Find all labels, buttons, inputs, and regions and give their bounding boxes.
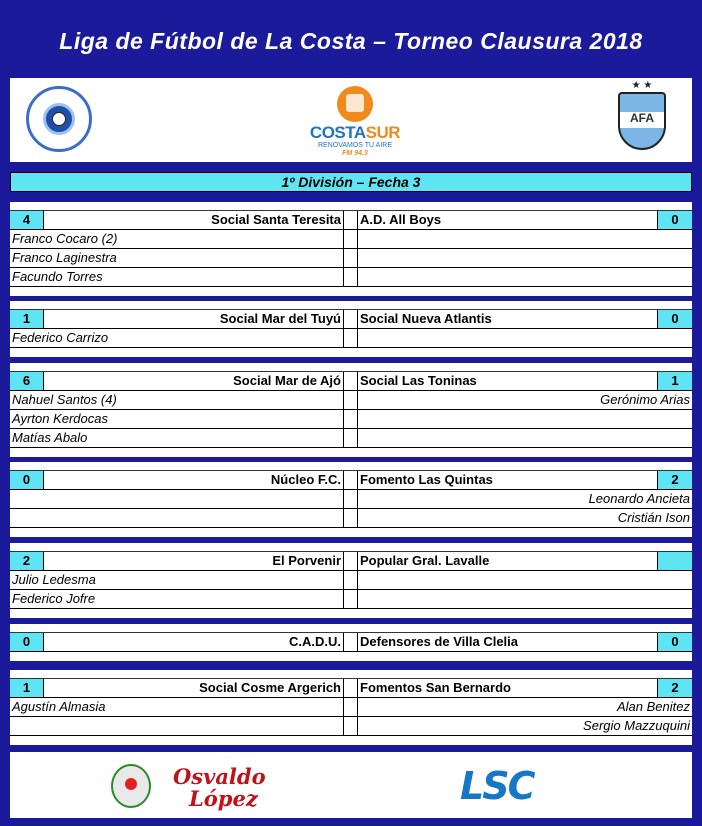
match-header-row	[10, 372, 692, 391]
home-score: 6	[10, 372, 44, 390]
match-block	[10, 543, 692, 618]
home-scorer: Nahuel Santos (4)	[10, 391, 344, 409]
scorer-row	[10, 509, 692, 528]
away-team: Fomento Las Quintas	[358, 471, 658, 489]
match-header-row	[10, 310, 692, 329]
away-scorer: Gerónimo Arias	[600, 392, 690, 407]
costasur-frequency: FM 94.3	[342, 150, 368, 157]
home-team: C.A.D.U.	[44, 633, 344, 651]
away-team: A.D. All Boys	[358, 211, 658, 229]
away-scorer	[358, 268, 692, 286]
home-scorer	[10, 717, 344, 735]
scorer-row	[10, 490, 692, 509]
home-score: 0	[10, 471, 44, 489]
away-score: 1	[658, 372, 692, 390]
scorer-row	[10, 230, 692, 249]
scorer-row	[10, 590, 692, 609]
home-team: Social Mar de Ajó	[44, 372, 344, 390]
footer-sponsors	[10, 752, 692, 818]
lopez-name: López	[189, 786, 258, 811]
match-block	[10, 363, 692, 457]
away-team: Social Nueva Atlantis	[358, 310, 658, 328]
scorer-row	[10, 249, 692, 268]
home-team: Social Cosme Argerich	[44, 679, 344, 697]
away-scorer	[358, 590, 692, 608]
home-score: 1	[10, 310, 44, 328]
costasur-logo	[300, 86, 410, 158]
lsc-logo: LSC	[460, 764, 534, 808]
home-scorer: Franco Cocaro (2)	[10, 230, 344, 248]
home-scorer: Federico Jofre	[10, 590, 344, 608]
away-scorer: Cristián Ison	[617, 510, 690, 525]
page-title: Liga de Fútbol de La Costa – Torneo Clausura 2018	[59, 28, 643, 54]
away-score: 0	[658, 211, 692, 229]
osvaldo-lopez-logo	[105, 758, 275, 814]
home-scorer: Ayrton Kerdocas	[10, 410, 344, 428]
away-team: Popular Gral. Lavalle	[358, 552, 658, 570]
match-block	[10, 202, 692, 296]
away-score: 0	[658, 633, 692, 651]
scorer-row	[10, 268, 692, 287]
home-score: 2	[10, 552, 44, 570]
fecha-header: 1º División – Fecha 3	[10, 172, 692, 192]
home-scorer: Agustín Almasia	[10, 698, 344, 716]
stars-icon: ★ ★	[631, 80, 653, 91]
away-scorer	[358, 410, 692, 428]
away-scorer	[358, 329, 692, 347]
scorer-row	[10, 698, 692, 717]
scorer-row	[10, 571, 692, 590]
home-scorer: Julio Ledesma	[10, 571, 344, 589]
away-score	[658, 552, 692, 570]
scorer-row	[10, 391, 692, 410]
microphone-icon	[337, 86, 373, 122]
home-scorer: Matías Abalo	[10, 429, 344, 447]
match-header-row	[10, 211, 692, 230]
afa-logo	[614, 80, 670, 158]
scorer-row	[10, 410, 692, 429]
away-scorer: Alan Benitez	[617, 699, 690, 714]
match-block	[10, 624, 692, 661]
away-scorer: Sergio Mazzuquini	[583, 718, 690, 733]
match-header-row	[10, 633, 692, 652]
costasur-brand: COSTASUR	[309, 123, 401, 142]
scorer-row	[10, 429, 692, 448]
match-header-row	[10, 552, 692, 571]
home-scorer: Facundo Torres	[10, 268, 344, 286]
scorer-row	[10, 329, 692, 348]
mascot-icon	[111, 764, 151, 808]
home-scorer	[10, 509, 344, 527]
away-score: 2	[658, 679, 692, 697]
home-team: Núcleo F.C.	[44, 471, 344, 489]
match-block	[10, 462, 692, 537]
logo-band	[10, 78, 692, 162]
away-team: Defensores de Villa Clelia	[358, 633, 658, 651]
away-scorer	[358, 429, 692, 447]
match-header-row	[10, 471, 692, 490]
away-score: 2	[658, 471, 692, 489]
home-score: 0	[10, 633, 44, 651]
afa-initials: AFA	[630, 111, 654, 125]
costasur-slogan: RENOVAMOS TU AIRE	[317, 142, 393, 149]
away-scorer	[358, 571, 692, 589]
home-scorer: Franco Laginestra	[10, 249, 344, 267]
match-header-row	[10, 679, 692, 698]
home-team: Social Mar del Tuyú	[44, 310, 344, 328]
osvaldo-name: Osvaldo	[173, 764, 266, 789]
home-team: Social Santa Teresita	[44, 211, 344, 229]
home-score: 1	[10, 679, 44, 697]
match-block	[10, 301, 692, 357]
afa-shield-icon	[618, 92, 666, 150]
home-team: El Porvenir	[44, 552, 344, 570]
match-block	[10, 670, 692, 745]
away-score: 0	[658, 310, 692, 328]
home-score: 4	[10, 211, 44, 229]
liga-costa-logo	[26, 86, 92, 152]
home-scorer	[10, 490, 344, 508]
away-scorer: Leonardo Ancieta	[588, 491, 690, 506]
away-team: Fomentos San Bernardo	[358, 679, 658, 697]
home-scorer: Federico Carrizo	[10, 329, 344, 347]
scorer-row	[10, 717, 692, 736]
away-scorer	[358, 230, 692, 248]
away-team: Social Las Toninas	[358, 372, 658, 390]
ball-emblem-icon	[43, 103, 75, 135]
away-scorer	[358, 249, 692, 267]
